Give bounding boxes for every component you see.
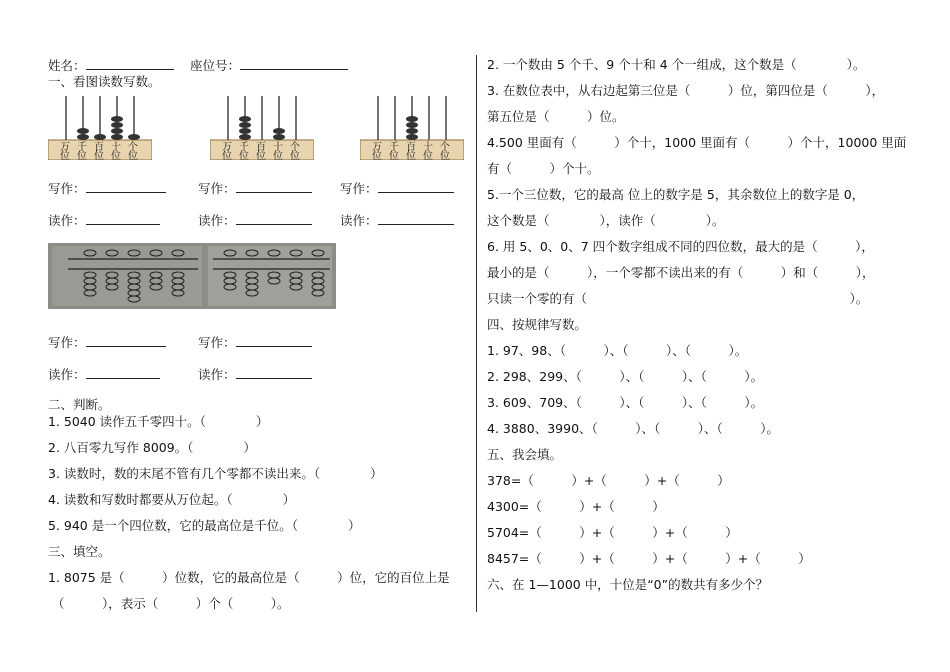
name-label: 姓名： [48,58,86,73]
pattern-item: 3. 609、709、（ ）、（ ）、（ ）。 [487,395,764,410]
fill-q4-line1: 4.500 里面有（ ）个十，1000 里面有（ ）个十，10000 里面 [487,135,907,150]
pattern-item: 2. 298、299、（ ）、（ ）、（ ）。 [487,369,764,384]
judge-item: 3. 读数时，数的末尾不管有几个零都不读出来。（ ） [48,466,383,481]
decompose-item: 4300=（ ）+（ ） [487,499,665,514]
fill-q1-line2: （ ），表示（ ）个（ ）。 [52,596,290,611]
abacus-label: 万 [372,142,382,153]
write-label: 写作： [48,335,86,350]
read-field[interactable] [198,212,312,229]
abacus-label: 千 [77,142,87,153]
abacus-1 [48,92,152,160]
fill-q5-line1: 5.一个三位数，它的最高 位上的数字是 5，其余数位上的数字是 0， [487,187,865,202]
write-label: 写作： [198,335,236,350]
judge-item: 4. 读数和写数时都要从万位起。（ ） [48,492,296,507]
fill-q3-line1: 3. 在数位表中，从右边起第三位是（ ）位，第四位是（ ）， [487,83,885,98]
judge-item: 5. 940 是一个四位数，它的最高位是千位。（ ） [48,518,361,533]
abacus-label: 个 [440,142,450,153]
read-label: 读作： [48,213,86,228]
abacus-label: 个 [128,142,138,153]
read-label: 读作： [198,367,236,382]
section-1-title: 一、看图读数写数。 [48,74,161,89]
read-field[interactable] [48,366,160,383]
section-4-title: 四、按规律写数。 [487,317,588,332]
abacus-photo [48,243,336,309]
read-field[interactable] [48,212,160,229]
write-field[interactable] [198,334,312,351]
abacus-label: 位 [239,151,249,160]
abacus-label: 位 [389,151,399,160]
seat-field[interactable] [190,57,348,74]
abacus-label: 位 [77,151,87,160]
abacus-label: 百 [256,142,266,153]
pattern-item: 1. 97、98、（ ）、（ ）、（ ）。 [487,343,748,358]
abacus-label: 位 [222,151,232,160]
abacus-label: 千 [239,142,249,153]
abacus-3 [360,92,464,160]
abacus-label: 位 [273,151,283,160]
section-3-title: 三、填空。 [48,544,111,559]
abacus-label: 位 [60,151,70,160]
fill-q2: 2. 一个数由 5 个千、9 个十和 4 个一组成，这个数是（ ）。 [487,57,866,72]
abacus-label: 十 [273,142,283,153]
read-label: 读作： [48,367,86,382]
pattern-item: 4. 3880、3990、（ ）、（ ）、（ ）。 [487,421,780,436]
write-label: 写作： [48,181,86,196]
abacus-2 [210,92,314,160]
fill-q5-line2: 这个数是（ ），读作（ ）。 [487,213,725,228]
fill-q6-line2: 最小的是（ ），一个零都不读出来的有（ ）和（ ）， [487,265,875,280]
abacus-label: 十 [111,142,121,153]
write-label: 写作： [198,181,236,196]
abacus-label: 位 [128,151,138,160]
fill-q6-line3: 只读一个零的有（ ）。 [487,291,869,306]
judge-item: 1. 5040 读作五千零四十。（ ） [48,414,269,429]
column-divider [476,55,477,612]
fill-q1-line1: 1. 8075 是（ ）位数，它的最高位是（ ）位，它的百位上是 [48,570,450,585]
decompose-item: 8457=（ ）+（ ）+（ ）+（ ） [487,551,811,566]
name-field[interactable] [48,57,174,74]
seat-label: 座位号： [190,58,241,73]
abacus-label: 十 [423,142,433,153]
decompose-item: 378=（ ）+（ ）+（ ） [487,473,730,488]
abacus-label: 位 [372,151,382,160]
section-5-title: 五、我会填。 [487,447,563,462]
fill-q4-line2: 有（ ）个十。 [487,161,600,176]
write-field[interactable] [340,180,454,197]
abacus-label: 个 [290,142,300,153]
abacus-label: 百 [94,142,104,153]
abacus-label: 位 [256,151,266,160]
read-field[interactable] [198,366,312,383]
fill-q6-line1: 6. 用 5、0、0、7 四个数字组成不同的四位数，最大的是（ ）， [487,239,874,254]
abacus-label: 位 [290,151,300,160]
write-field[interactable] [48,334,166,351]
abacus-label: 万 [60,142,70,153]
write-label: 写作： [340,181,378,196]
write-field[interactable] [48,180,166,197]
fill-q3-line2: 第五位是（ ）位。 [487,109,625,124]
section-2-title: 二、判断。 [48,397,111,412]
section-6-title: 六、在 1—1000 中，十位是“0”的数共有多少个？ [487,577,769,592]
abacus-label: 千 [389,142,399,153]
abacus-label: 位 [94,151,104,160]
judge-item: 2. 八百零九写作 8009。（ ） [48,440,256,455]
abacus-label: 万 [222,142,232,153]
abacus-label: 位 [111,151,121,160]
read-field[interactable] [340,212,454,229]
decompose-item: 5704=（ ）+（ ）+（ ） [487,525,738,540]
write-field[interactable] [198,180,312,197]
abacus-label: 位 [423,151,433,160]
abacus-label: 位 [406,151,416,160]
abacus-label: 位 [440,151,450,160]
read-label: 读作： [340,213,378,228]
read-label: 读作： [198,213,236,228]
abacus-label: 百 [406,142,416,153]
